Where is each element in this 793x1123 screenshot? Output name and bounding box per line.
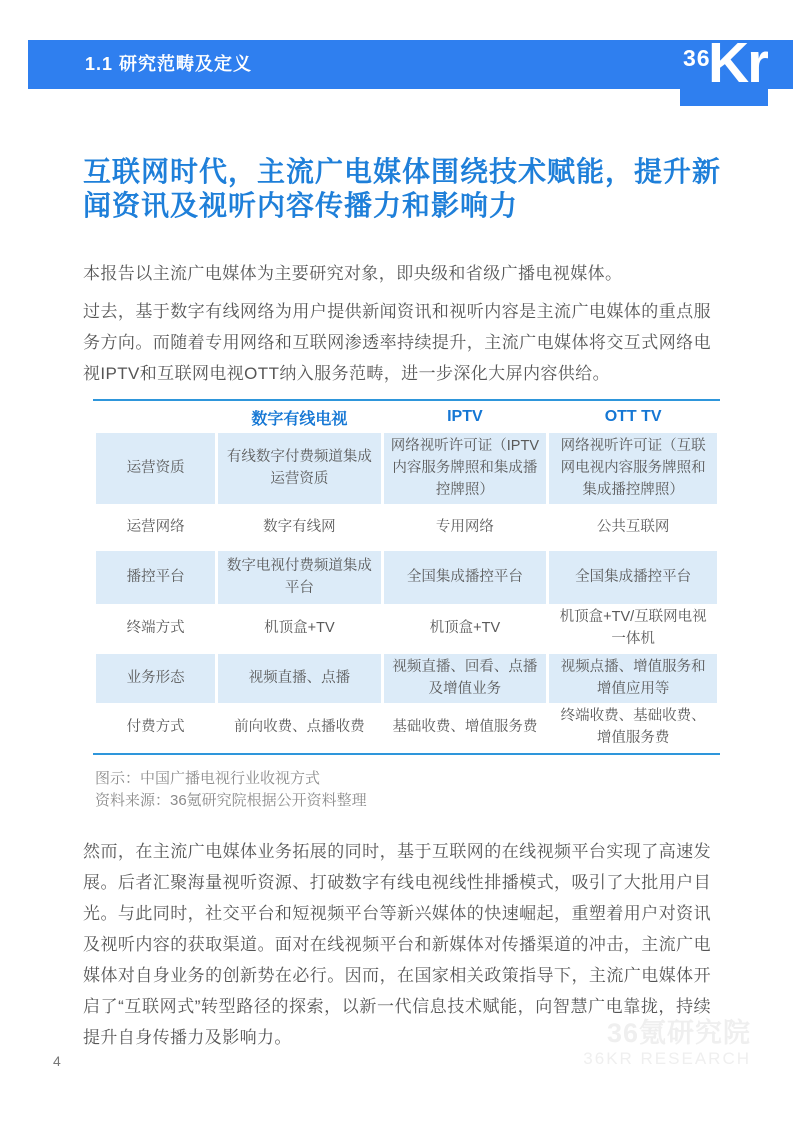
comparison-table (93, 399, 720, 755)
table-header-cell (96, 401, 215, 433)
table-row (96, 654, 717, 704)
table-cell: 视频直播、点播 (218, 654, 380, 704)
watermark (583, 1018, 751, 1070)
table-cell: 数字电视付费频道集成平台 (218, 551, 380, 604)
section-title: 1.1 研究范畴及定义 (85, 54, 253, 74)
figure-caption: 图示：中国广播电视行业收视方式 (95, 769, 321, 787)
watermark-en: 36KR RESEARCH (583, 1049, 751, 1068)
table-header-cell: OTT TV (549, 401, 717, 433)
row-label: 终端方式 (96, 604, 215, 654)
table-cell: 专用网络 (384, 504, 547, 551)
logo-kr-text: Kr (708, 40, 768, 95)
table-cell: 数字有线网 (218, 504, 380, 551)
table-header-cell: 数字有线电视 (218, 401, 380, 433)
table-cell: 机顶盒+TV (218, 604, 380, 654)
table-caption (95, 768, 711, 812)
table-row (96, 551, 717, 604)
table-cell: 视频点播、增值服务和增值应用等 (549, 654, 717, 704)
paragraph-1: 本报告以主流广电媒体为主要研究对象，即央级和省级广播电视媒体。 (83, 264, 623, 283)
row-label: 业务形态 (96, 654, 215, 704)
table-cell: 全国集成播控平台 (549, 551, 717, 604)
table-cell: 网络视听许可证（互联网电视内容服务牌照和集成播控牌照） (549, 433, 717, 504)
table-row (96, 433, 717, 504)
table-header-row (96, 401, 717, 433)
paragraph-2: 过去，基于数字有线网络为用户提供新闻资讯和视听内容是主流广电媒体的重点服务方向。而随着专用网络和互联网渗透率持续提升，主流广电媒体将交互式网络电视IPTV和互联网电视OTT纳入服务范畴，进一步深化大屏内容供给。 (83, 302, 711, 383)
content-column (83, 258, 711, 1060)
table-cell: 公共互联网 (549, 504, 717, 551)
table-header-cell: IPTV (384, 401, 547, 433)
table-row (96, 604, 717, 654)
header-bar (28, 40, 793, 95)
logo-36kr (680, 40, 768, 106)
row-label: 运营网络 (96, 504, 215, 551)
row-label: 付费方式 (96, 703, 215, 753)
table-cell: 前向收费、点播收费 (218, 703, 380, 753)
comparison-table-wrapper (93, 399, 720, 755)
row-label: 运营资质 (96, 433, 215, 504)
page-number: 4 (53, 1053, 61, 1069)
table-row (96, 504, 717, 551)
logo-36-text: 36 (683, 45, 711, 71)
table-cell: 基础收费、增值服务费 (384, 703, 547, 753)
watermark-cn: 36氪研究院 (606, 1018, 751, 1048)
row-label: 播控平台 (96, 551, 215, 604)
table-cell: 机顶盒+TV (384, 604, 547, 654)
table-row (96, 703, 717, 753)
source-caption: 资料来源：36氪研究院根据公开资料整理 (95, 791, 367, 809)
paragraph-3: 然而，在主流广电媒体业务拓展的同时，基于互联网的在线视频平台实现了高速发展。后者汇聚海量视听资源、打破数字有线电视线性排播模式，吸引了大批用户目光。与此同时，社交平台和短视频平台等新兴媒体的快速崛起，重塑着用户对资讯及视听内容的获取渠道。面对在线视频平台和新媒体对传播渠道的冲击，主流广电媒体对自身业务的创新势在必行。因而，在国家相关政策指导下，主流广电媒体开启了“互联网式”转型路径的探索，以新一代信息技术赋能，向智慧广电靠拢，持续提升自身传播力及影响力。 (83, 841, 711, 1047)
table-cell: 视频直播、回看、点播及增值业务 (384, 654, 547, 704)
page-title: 互联网时代，主流广电媒体围绕技术赋能，提升新闻资讯及视听内容传播力和影响力 (83, 156, 722, 221)
table-cell: 有线数字付费频道集成运营资质 (218, 433, 380, 504)
table-cell: 全国集成播控平台 (384, 551, 547, 604)
table-cell: 机顶盒+TV/互联网电视一体机 (549, 604, 717, 654)
table-cell: 网络视听许可证（IPTV内容服务牌照和集成播控牌照） (384, 433, 547, 504)
table-cell: 终端收费、基础收费、增值服务费 (549, 703, 717, 753)
